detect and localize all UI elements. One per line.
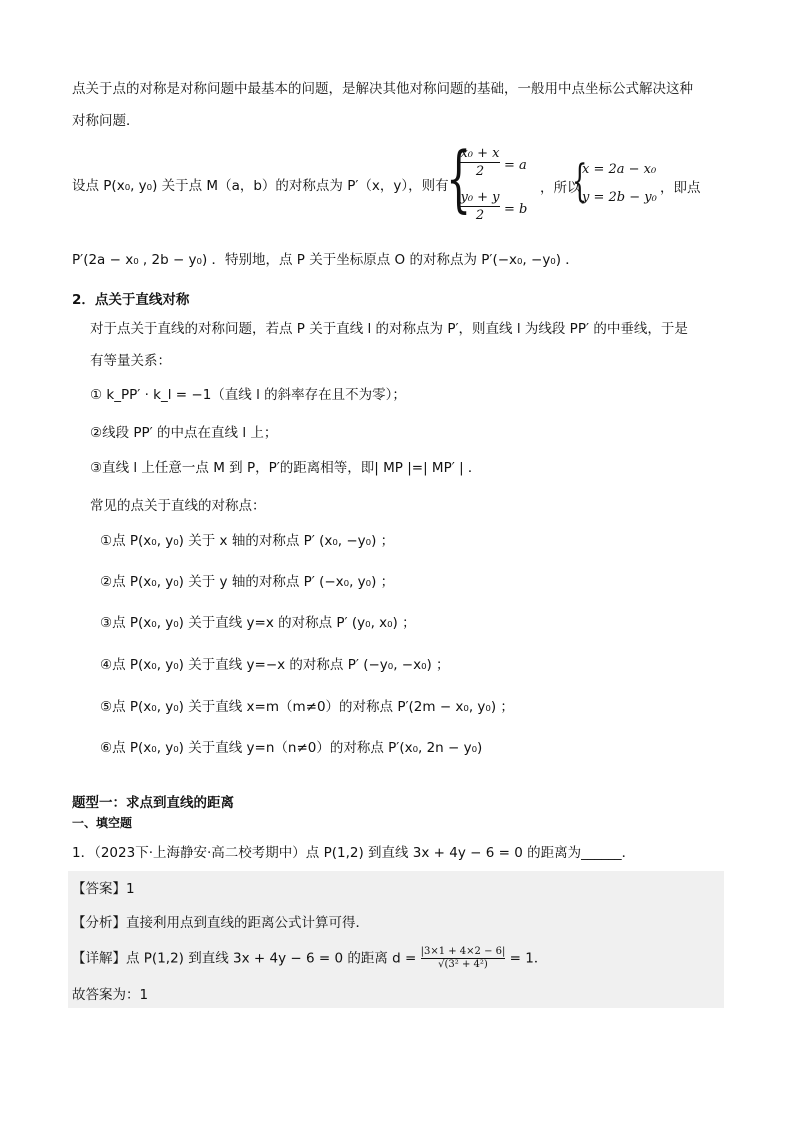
- section-2-para-2: 有等量关系：: [90, 353, 171, 369]
- topic-subheading: 一、填空题: [72, 816, 133, 830]
- sys2-row-2: y = 2b − y₀: [582, 190, 657, 205]
- sys2-row-1: x = 2a − x₀: [582, 162, 657, 177]
- sys1-rhs-1: = a: [504, 158, 527, 173]
- condition-2: ②线段 PP′ 的中点在直线 l 上；: [90, 425, 278, 441]
- symmetric-item-1: ①点 P(x₀, y₀) 关于 x 轴的对称点 P′ (x₀, −y₀) ；: [100, 533, 395, 549]
- sys1-rhs-2: = b: [504, 202, 528, 217]
- document-page: 点关于点的对称是对称问题中最基本的问题，是解决其他对称问题的基础，一般用中点坐标公式解决这种 对称问题． 设点 P(x₀, y₀) 关于点 M（a，b）的对称点为 P′（x，y），则有 { x₀ + x 2 = a y₀ + y 2 = b ，所以 { x = 2a − x₀ y = 2b − y₀ ，即点 P′(2a − x₀ , 2b − y₀) ．特别地，点 P 关于坐标原点 O 的对称点为 P′(−x₀, −y₀) ． 2．点关于直线对称 对于点关于直线的对称问题，若点 P 关于直线 l 的对称点为 P′，则直线 l 为线段 PP′ 的中垂线，于是 有等量关系： ① k_PP′ · k_l = −1（直线 l 的斜率存在且不为零）； ②线段 PP′ 的中点在直线 l 上； ③直线 l 上任意一点 M 到 P，P′的距离相等，即| MP |=| MP′ | ． 常见的点关于直线的对称点： ①点 P(x₀, y₀) 关于 x 轴的对称点 P′ (x₀, −y₀) ； ②点 P(x₀, y₀) 关于 y 轴的对称点 P′ (−x₀, y₀) ； ③点 P(x₀, y₀) 关于直线 y=x 的对称点 P′ (y₀, x₀) ； ④点 P(x₀, y₀) 关于直线 y=−x 的对称点 P′ (−y₀, −x₀) ； ⑤点 P(x₀, y₀) 关于直线 x=m（m≠0）的对称点 P′(2m − x₀, y₀) ； ⑥点 P(x₀, y₀) 关于直线 y=n（n≠0）的对称点 P′(x₀, 2n − y₀) 题型一：求点到直线的距离 一、填空题 1．（2023下·上海静安·高二校考期中）点 P(1,2) 到直线 3x + 4y − 6 = 0 的距离为______． 【答案】1 【分析】直接利用点到直线的距离公式计算可得． 【详解】点 P(1,2) 到直线 3x + 4y − 6 = 0 的距离 $d = \frac{|3\times 1 + 4\times 2 - 6|}{\text{√(3² + 4²)}} = 1$． 故答案为：1: [0, 0, 794, 1123]
- sys1-denominator-2: 2: [475, 208, 485, 223]
- detail-line: [72, 946, 547, 971]
- topic-heading: 题型一：求点到直线的距离: [72, 795, 234, 811]
- distance-fraction: [421, 946, 506, 971]
- distance-numerator: |3×1 + 4×2 − 6|: [420, 946, 506, 957]
- intro-line-4: P′(2a − x₀ , 2b − y₀) ．特别地，点 P 关于坐标原点 O 的对称点为 P′(−x₀, −y₀) ．: [72, 252, 579, 268]
- sys1-denominator-1: 2: [475, 164, 485, 179]
- intro-line-2: 对称问题．: [72, 113, 140, 129]
- symmetric-item-6: ⑥点 P(x₀, y₀) 关于直线 y=n（n≠0）的对称点 P′(x₀, 2n − y₀): [100, 740, 483, 756]
- distance-denominator: √(3² + 4²): [438, 959, 488, 970]
- analysis-line: 【分析】直接利用点到直线的距离公式计算可得．: [72, 915, 369, 931]
- answer-box: [68, 871, 724, 1008]
- intro-line-1: 点关于点的对称是对称问题中最基本的问题，是解决其他对称问题的基础，一般用中点坐标公式解决这种: [72, 81, 693, 97]
- so-label: ，所以: [540, 180, 581, 196]
- symmetric-item-3: ③点 P(x₀, y₀) 关于直线 y=x 的对称点 P′ (y₀, x₀) ；: [100, 615, 416, 631]
- symmetric-item-4: ④点 P(x₀, y₀) 关于直线 y=−x 的对称点 P′ (−y₀, −x₀) ；: [100, 657, 450, 673]
- then-label: ，即点: [660, 180, 701, 196]
- section-2-para-1: 对于点关于直线的对称问题，若点 P 关于直线 l 的对称点为 P′，则直线 l 为线段 PP′ 的中垂线，于是: [90, 321, 688, 337]
- answer-line: 【答案】1: [72, 881, 135, 897]
- sys1-numerator-2: y₀ + y: [460, 190, 500, 205]
- symmetric-item-5: ⑤点 P(x₀, y₀) 关于直线 x=m（m≠0）的对称点 P′(2m − x₀, y₀) ；: [100, 699, 514, 715]
- question-1: 1．（2023下·上海静安·高二校考期中）点 P(1,2) 到直线 3x + 4y − 6 = 0 的距离为______．: [72, 845, 636, 861]
- condition-3: ③直线 l 上任意一点 M 到 P，P′的距离相等，即| MP |=| MP′ | ．: [90, 460, 482, 476]
- detail-prefix: 【详解】点 P(1,2) 到直线 3x + 4y − 6 = 0 的距离 d =: [72, 950, 417, 967]
- common-symmetric-points-label: 常见的点关于直线的对称点：: [90, 498, 266, 514]
- final-answer-line: 故答案为：1: [72, 987, 149, 1003]
- intro-line-3: 设点 P(x₀, y₀) 关于点 M（a，b）的对称点为 P′（x，y），则有: [72, 178, 449, 194]
- detail-suffix: = 1．: [509, 950, 548, 967]
- condition-1: ① k_PP′ · k_l = −1（直线 l 的斜率存在且不为零）；: [90, 387, 406, 403]
- sys1-numerator-1: x₀ + x: [460, 146, 500, 161]
- section-2-heading: 2．点关于直线对称: [72, 292, 190, 308]
- symmetric-item-2: ②点 P(x₀, y₀) 关于 y 轴的对称点 P′ (−x₀, y₀) ；: [100, 574, 395, 590]
